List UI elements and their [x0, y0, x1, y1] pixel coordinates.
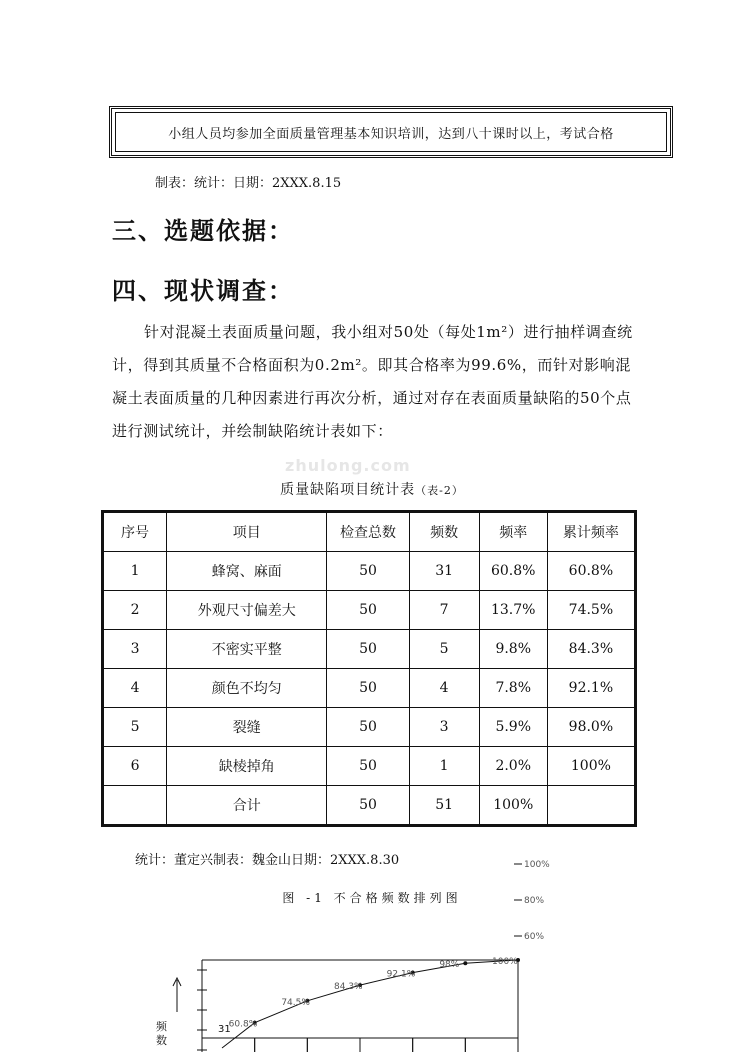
table-cell: 60.8%: [479, 552, 547, 591]
table-cell: 蜂窝、麻面: [167, 552, 327, 591]
training-note-box: [109, 106, 673, 158]
table-cell: 100%: [479, 786, 547, 826]
cumulative-label: 98%: [439, 960, 460, 971]
table-cell: 50: [327, 786, 409, 826]
table-subtitle: （表-2）: [415, 484, 464, 497]
y-axis-label-char: 数: [156, 1034, 167, 1047]
stats-footer-line: 统计：董定兴制表：魏金山日期：2XXX.8.30: [135, 853, 400, 868]
table-cell: 2.0%: [479, 747, 547, 786]
table-cell: 7: [409, 591, 479, 630]
right-tick-label: 80%: [524, 896, 545, 906]
table-cell: 50: [327, 552, 409, 591]
table-cell: 6: [103, 747, 167, 786]
table-cell: 50: [327, 747, 409, 786]
table-cell: 外观尺寸偏差大: [167, 591, 327, 630]
box-inner-border: [115, 112, 667, 152]
table-cell: 7.8%: [479, 669, 547, 708]
y-axis-label-char: 频: [156, 1020, 167, 1033]
cumulative-label: 92.1%: [386, 969, 416, 980]
table-row: [103, 669, 636, 708]
table-cell: 3: [409, 708, 479, 747]
table-cell: 5: [409, 630, 479, 669]
header-cell: 频率: [479, 512, 547, 552]
table-cell: 92.1%: [547, 669, 635, 708]
right-tick-label: 100%: [524, 860, 550, 870]
table-row: [103, 747, 636, 786]
table-cell: 5.9%: [479, 708, 547, 747]
table-title: 质量缺陷项目统计表: [280, 482, 416, 498]
bar: [202, 1038, 255, 1052]
section-heading-3: 三、选题依据：: [112, 216, 294, 245]
maker-line: 制表：统计：日期：2XXX.8.15: [155, 176, 342, 191]
table-row: [103, 552, 636, 591]
bar: [413, 1038, 466, 1052]
table-cell: 4: [103, 669, 167, 708]
table-cell: 1: [103, 552, 167, 591]
table-cell: 98.0%: [547, 708, 635, 747]
header-cell: 项目: [167, 512, 327, 552]
watermark: zhulong.com: [285, 456, 411, 475]
bar: [465, 1038, 518, 1052]
survey-paragraph: [112, 316, 636, 448]
table-cell: 裂缝: [167, 708, 327, 747]
table-cell: 4: [409, 669, 479, 708]
table-cell: 1: [409, 747, 479, 786]
table-cell: 颜色不均匀: [167, 669, 327, 708]
table-cell: 74.5%: [547, 591, 635, 630]
cumulative-label: 100%: [492, 957, 518, 967]
table-cell: 100%: [547, 747, 635, 786]
table-cell: 51: [409, 786, 479, 826]
figure-title: 图 -1 不合格频数排列图: [282, 891, 462, 905]
cumulative-line: [222, 960, 518, 1048]
table-cell: 3: [103, 630, 167, 669]
table-cell: 50: [327, 591, 409, 630]
bar: [255, 1038, 308, 1052]
table-cell: 84.3%: [547, 630, 635, 669]
survey-paragraph-text: 针对混凝土表面质量问题，我小组对50处（每处1m²）进行抽样调查统计，得到其质量不合格面积为0.2m²。即其合格率为99.6%，而针对影响混凝土表面质量的几种因素进行再次分析，通过对存在表面质量缺陷的50个点进行测试统计，并绘制缺陷统计表如下：: [112, 323, 633, 440]
bar: [307, 1038, 360, 1052]
training-note-text: 小组人员均参加全面质量管理基本知识培训，达到八十课时以上，考试合格: [168, 126, 614, 142]
table-cell: 13.7%: [479, 591, 547, 630]
table-cell: 31: [409, 552, 479, 591]
table-row: [103, 591, 636, 630]
cumulative-label: 74.5%: [281, 997, 310, 1008]
table-row: [103, 630, 636, 669]
table-caption: [0, 479, 744, 499]
table-cell: 50: [327, 708, 409, 747]
table-cell: [103, 786, 167, 826]
table-cell: 50: [327, 669, 409, 708]
section-heading-4: 四、现状调查：: [112, 276, 294, 305]
header-cell: 累计频率: [547, 512, 635, 552]
header-cell: 频数: [409, 512, 479, 552]
table-header-row: [103, 512, 636, 552]
table-cell: 合计: [167, 786, 327, 826]
table-cell: 不密实平整: [167, 630, 327, 669]
table-cell: 50: [327, 630, 409, 669]
cumulative-label: 60.8%: [228, 1019, 258, 1030]
table-row: [103, 786, 636, 826]
right-tick-label: 60%: [524, 932, 545, 942]
cumulative-point: [463, 961, 467, 965]
header-cell: 序号: [103, 512, 167, 552]
bar-value-label: 31: [218, 1024, 231, 1035]
table-cell: [547, 786, 635, 826]
defect-statistics-table: [101, 510, 637, 827]
table-row: [103, 708, 636, 747]
table-cell: 缺棱掉角: [167, 747, 327, 786]
table-cell: 9.8%: [479, 630, 547, 669]
cumulative-label: 84.3%: [334, 982, 363, 993]
table-cell: 5: [103, 708, 167, 747]
table-cell: 2: [103, 591, 167, 630]
table-cell: 60.8%: [547, 552, 635, 591]
header-cell: 检查总数: [327, 512, 409, 552]
bar: [360, 1038, 413, 1052]
